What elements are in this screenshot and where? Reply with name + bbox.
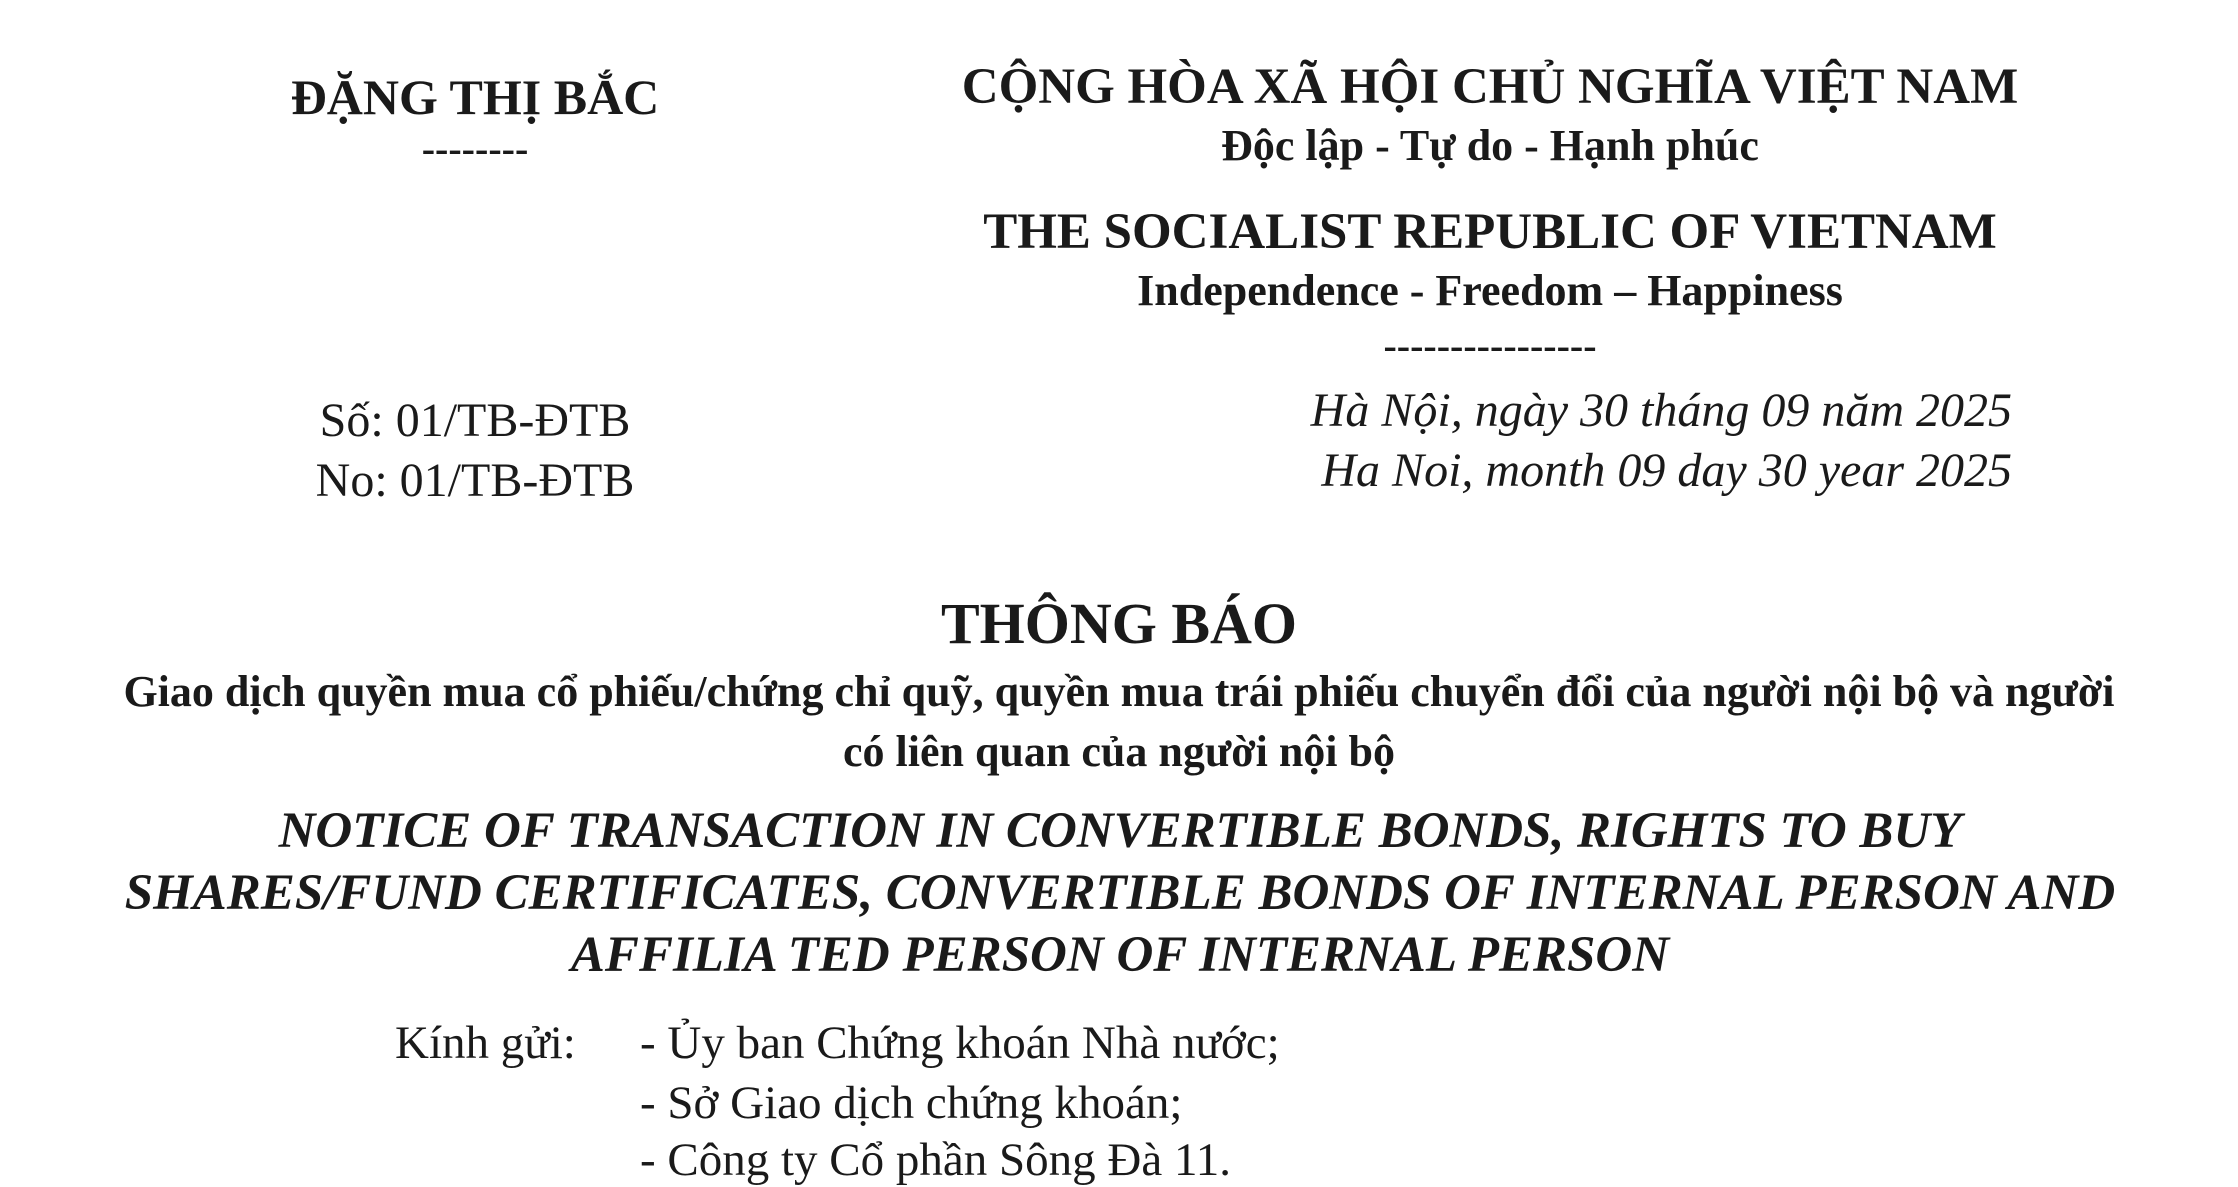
national-motto-vn: Độc lập - Tự do - Hạnh phúc bbox=[1221, 121, 1759, 170]
document-subtitle-en: NOTICE OF TRANSACTION IN CONVERTIBLE BONDS, RIGHTS TO BUY SHARES/FUND CERTIFICATES, CONVERTIBLE BONDS OF INTERNAL PERSON AND AFFILIA TED PERSON OF INTERNAL PERSON bbox=[124, 803, 2116, 983]
document-number-en: No: 01/TB-ĐTB bbox=[315, 454, 635, 507]
national-title-en: THE SOCIALIST REPUBLIC OF VIETNAM bbox=[983, 204, 1997, 260]
document-date-vn: Hà Nội, ngày 30 tháng 09 năm 2025 bbox=[1310, 384, 2012, 437]
document-number-vn: Số: 01/TB-ĐTB bbox=[319, 394, 631, 447]
recipient-item: - Sở Giao dịch chứng khoán; bbox=[640, 1077, 1183, 1129]
recipient-item: - Ủy ban Chứng khoán Nhà nước; bbox=[640, 1017, 1280, 1069]
document-title: THÔNG BÁO bbox=[940, 591, 1298, 656]
document-date-en: Ha Noi, month 09 day 30 year 2025 bbox=[1321, 444, 2012, 497]
document-subtitle-vn: Giao dịch quyền mua cổ phiếu/chứng chỉ quỹ, quyền mua trái phiếu chuyển đổi của người nội bộ và người có liên quan của người nội bộ bbox=[123, 667, 2115, 776]
national-title-vn: CỘNG HÒA XÃ HỘI CHỦ NGHĨA VIỆT NAM bbox=[961, 59, 2019, 115]
recipient-item: - Công ty Cổ phần Sông Đà 11. bbox=[640, 1134, 1231, 1186]
national-separator: ---------------- bbox=[1383, 323, 1597, 368]
issuer-separator: -------- bbox=[421, 126, 529, 171]
recipients-label: Kính gửi: bbox=[395, 1017, 576, 1069]
national-motto-en: Independence - Freedom – Happiness bbox=[1137, 266, 1843, 315]
issuer-name: ĐẶNG THỊ BẮC bbox=[290, 69, 660, 125]
